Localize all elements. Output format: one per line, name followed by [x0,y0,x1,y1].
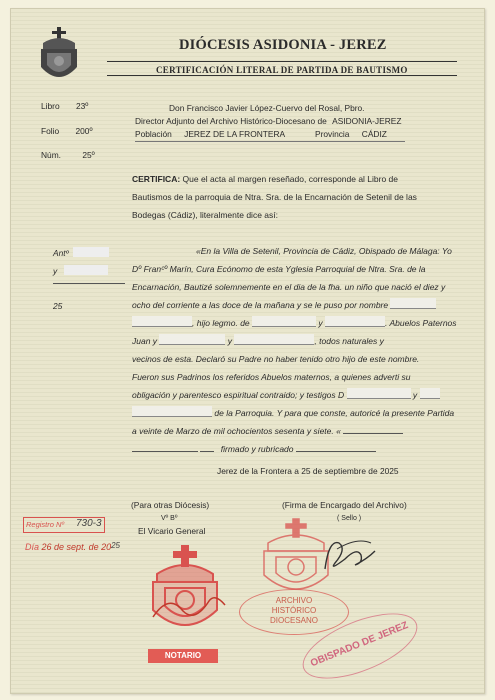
acta-line-5 [132,314,478,332]
poblacion-value: JEREZ DE LA FRONTERA [184,129,285,139]
document-title: DIÓCESIS ASIDONIA - JEREZ [179,37,387,53]
acta-line-12 [132,440,478,458]
margin-ant [53,247,109,259]
libro-row [41,101,88,111]
certifica-line-2: Bautismos de la parroquia de Ntra. Sra. de la Encarnación de Setenil de las [132,192,417,202]
issuer-name: Don Francisco Javier López-Cuervo del Rosal, Pbro. [169,103,365,113]
redacted-name [159,334,225,345]
archivo-stamp [239,589,349,635]
poblacion-row [135,129,387,140]
acta-line-4 [132,296,478,314]
dia-row [25,541,120,552]
acta-line-6-y: y [227,336,233,346]
archivo-stamp-line-2: HISTÓRICO [271,606,317,615]
footer-right-label: (Firma de Encargado del Archivo) [282,500,407,510]
redacted-name [420,388,440,399]
subtitle-rule [107,75,457,76]
fill-line [343,424,403,434]
redacted-name [132,406,212,417]
acta-line-9-y: y [412,390,418,400]
num-label: Núm. [41,150,62,160]
folio-label: Folio [41,126,60,136]
libro-label: Libro [41,101,60,111]
acta-line-2: Dº Franᶜº Marín, Cura Ecónomo de esta Yglesia Parroquial de Ntra. Sra. de la [132,264,426,274]
fill-line [296,442,376,452]
registro-box [23,517,105,533]
footer-vicario: El Vicario General [138,526,206,536]
redacted-name [390,298,436,309]
provincia-label: Provincia [314,129,350,139]
provincia-value: CÁDIZ [361,129,387,139]
title-rule [107,61,457,62]
num-row [41,150,95,160]
footer-sello: ( Sello ) [337,515,362,522]
notario-label: NOTARIO [164,651,202,660]
redacted-name [347,388,411,399]
acta-line-5-y: y [318,318,323,328]
acta-line-10 [132,404,478,422]
margin-y [53,265,108,277]
certifica-line-1 [132,170,478,188]
issuer-role-text: Director Adjunto del Archivo Histórico-Diocesano de [135,116,327,126]
acta-line-12-text: firmado y rubricado [220,444,294,454]
poblacion-label: Población [135,129,172,139]
margin-ant-label: Antº [53,248,69,258]
dia-label: Día [25,542,40,552]
acta-line-10-end: de la Parroquia. Y para que conste, autoricé la presente Partida [214,408,455,418]
red-scribble-icon [149,587,229,627]
acta-line-1: «En la Villa de Setenil, Provincia de Cádiz, Obispado de Málaga: Yo [196,246,452,256]
notario-label-box [148,649,218,663]
redacted-name [325,316,385,327]
margin-y-label: y [53,266,58,276]
folio-row [41,126,93,136]
certifica-label: CERTIFICA: [132,174,181,184]
acta-line-11-text: a veinte de Marzo de mil ochocientos sesenta y siete. « [132,426,341,436]
acta-line-9-start: obligación y parentesco espiritual contraido; y testigos D [132,390,345,400]
acta-line-8: Fueron sus Padrinos los referidos Abuelos maternos, a quienes adverti su [132,372,411,382]
issuer-role [135,116,401,127]
archivo-stamp-line-1: ARCHIVO [275,596,313,605]
dia-year: 25 [111,541,120,550]
redacted-name [73,247,109,257]
fill-line [200,442,214,452]
redacted-name [64,265,108,275]
margin-rule [53,283,125,284]
certifica-line-3: Bodegas (Cádiz), literalmente dice así: [132,210,278,220]
certificate-page [10,8,485,694]
acta-line-5-mid: , hijo legmo. de [192,318,250,328]
folio-value: 200º [75,126,93,136]
acta-line-7: vecinos de esta. Declaró su Padre no haber tenido otro hijo de este nombre. [132,354,420,364]
acta-line-5-end: . Abuelos Paternos [385,318,457,328]
footer-left-label: (Para otras Diócesis) [131,500,210,510]
certifica-text-1: Que el acta al margen reseñado, corresponde al Libro de [182,174,399,184]
redacted-name [252,316,316,327]
acta-line-6-end: , todos naturales y [314,336,384,346]
document-subtitle: CERTIFICACIÓN LITERAL DE PARTIDA DE BAUTISMO [156,65,408,75]
issuer-rule [135,141,405,142]
registro-value: 730-3 [76,518,102,529]
libro-value: 23º [75,101,89,111]
num-value: 25º [82,150,95,160]
issuer-diocese: ASIDONIA-JEREZ [332,116,402,126]
acta-line-6-start: Juan y [132,336,158,346]
diocese-crest-icon [37,27,81,87]
fill-line [132,442,198,452]
acta-line-9 [132,386,478,404]
redacted-name [234,334,314,345]
certifica-paragraph [132,170,478,224]
dia-value: 26 de sept. de 20 [41,542,112,552]
acta-transcription [132,242,478,458]
acta-line-11 [132,422,478,440]
date-line: Jerez de la Frontera a 25 de septiembre de 2025 [217,466,399,476]
acta-line-3: Encarnación, Bautizé solemnemente en el dia de la fha. un niño que nació el diez y [132,282,446,292]
footer-vb: Vº Bº [161,515,178,522]
archivo-stamp-line-3: DIOCESANO [269,616,318,625]
redacted-name [132,316,192,327]
registro-label: Registro Nº [26,520,65,529]
signature-icon [317,529,381,577]
margin-number: 25 [53,301,63,311]
acta-line-6 [132,332,478,350]
obispado-stamp-text: OBISPADO DE JEREZ [309,619,410,670]
acta-line-4-text: ocho del corriente a las doce de la mañana y se le puso por nombre [132,300,389,310]
